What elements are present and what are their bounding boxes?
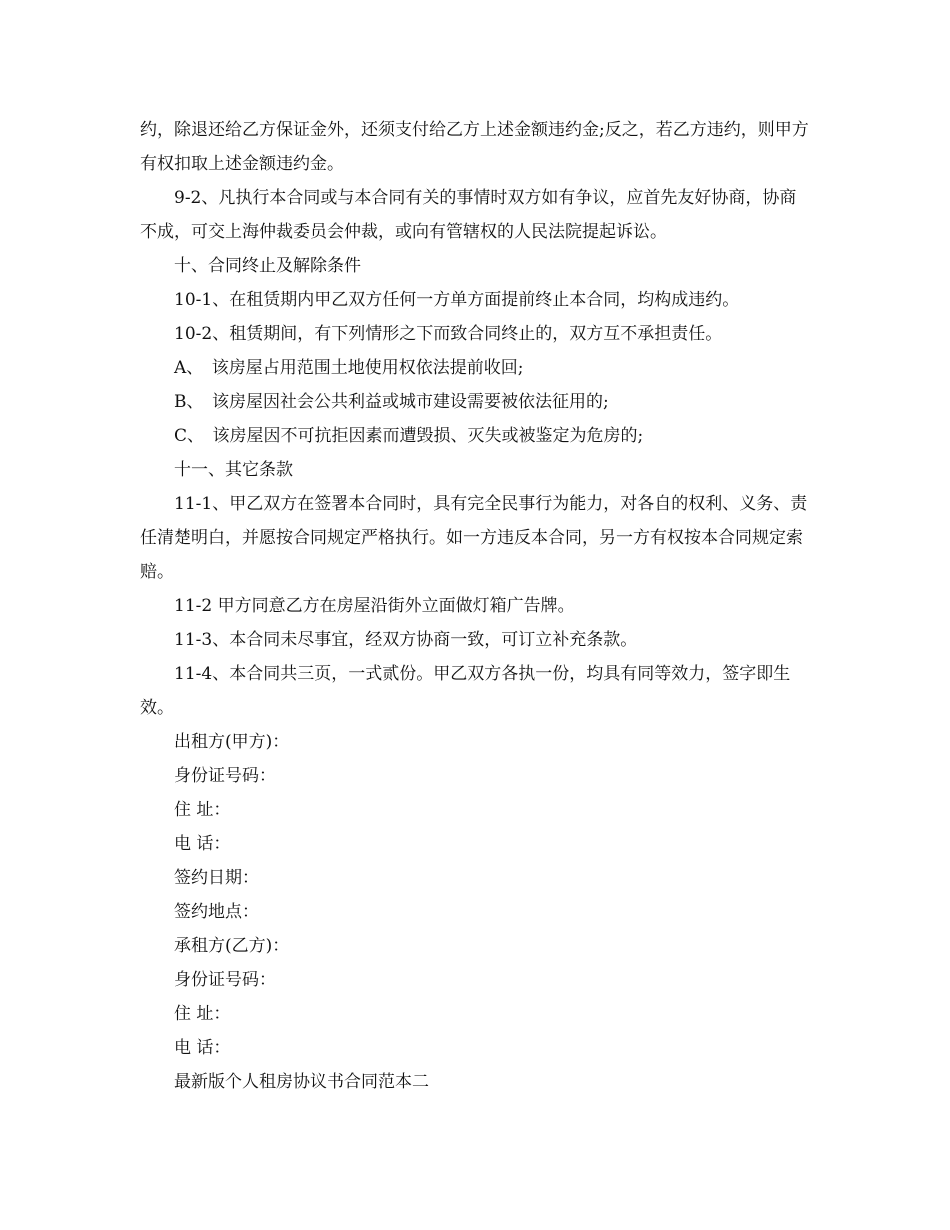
section-10-heading: 十、合同终止及解除条件 [174,256,361,276]
lessee-id-label: 身份证号码： [174,970,276,990]
lessee-label: 承租方(乙方)： [174,936,290,956]
dispute-resolution-clause: 9-2、凡执行本合同或与本合同有关的事情时双方如有争议，应首先友好协商，协商不成，可交上海仲裁委员会仲裁，或向有管辖权的人民法院提起诉讼。 [140,188,797,242]
contract-body [140,113,810,1099]
clause-11-2: 11-2 甲方同意乙方在房屋沿街外立面做灯箱广告牌。 [174,596,575,616]
clause-11-4: 11-4、本合同共三页，一式贰份。甲乙双方各执一份，均具有同等效力，签字即生效。 [140,664,791,718]
sign-place-label: 签约地点： [174,902,259,922]
lessor-address-label: 住 址： [174,800,231,820]
termination-conditions-list [140,351,810,453]
termination-item-b: B、 该房屋因社会公共利益或城市建设需要被依法征用的; [174,392,609,412]
section-11-heading: 十一、其它条款 [174,460,293,480]
lessor-phone-label: 电 话： [174,834,231,854]
sign-date-label: 签约日期： [174,868,259,888]
lessee-address-label: 住 址： [174,1004,231,1024]
clause-10-2: 10-2、租赁期间，有下列情形之下而致合同终止的，双方互不承担责任。 [174,324,723,344]
lessor-id-label: 身份证号码： [174,766,276,786]
breach-clause-continuation: 约，除退还给乙方保证金外，还须支付给乙方上述金额违约金;反之，若乙方违约，则甲方有权扣取上述金额违约金。 [140,120,809,174]
clause-11-3: 11-3、本合同未尽事宜，经双方协商一致，可订立补充条款。 [174,630,638,650]
clause-10-1: 10-1、在租赁期内甲乙双方任何一方单方面提前终止本合同，均构成违约。 [174,290,740,310]
clause-11-1: 11-1、甲乙双方在签署本合同时，具有完全民事行为能力，对各自的权利、义务、责任清楚明白，并愿按合同规定严格执行。如一方违反本合同，另一方有权按本合同规定索赔。 [140,494,808,582]
termination-item-c: C、 该房屋因不可抗拒因素而遭毁损、灭失或被鉴定为危房的; [174,426,644,446]
signature-block [140,725,810,1065]
lessee-phone-label: 电 话： [174,1038,231,1058]
termination-item-a: A、 该房屋占用范围土地使用权依法提前收回; [174,358,524,378]
next-section-title: 最新版个人租房协议书合同范本二 [174,1072,429,1092]
lessor-label: 出租方(甲方)： [174,732,290,752]
